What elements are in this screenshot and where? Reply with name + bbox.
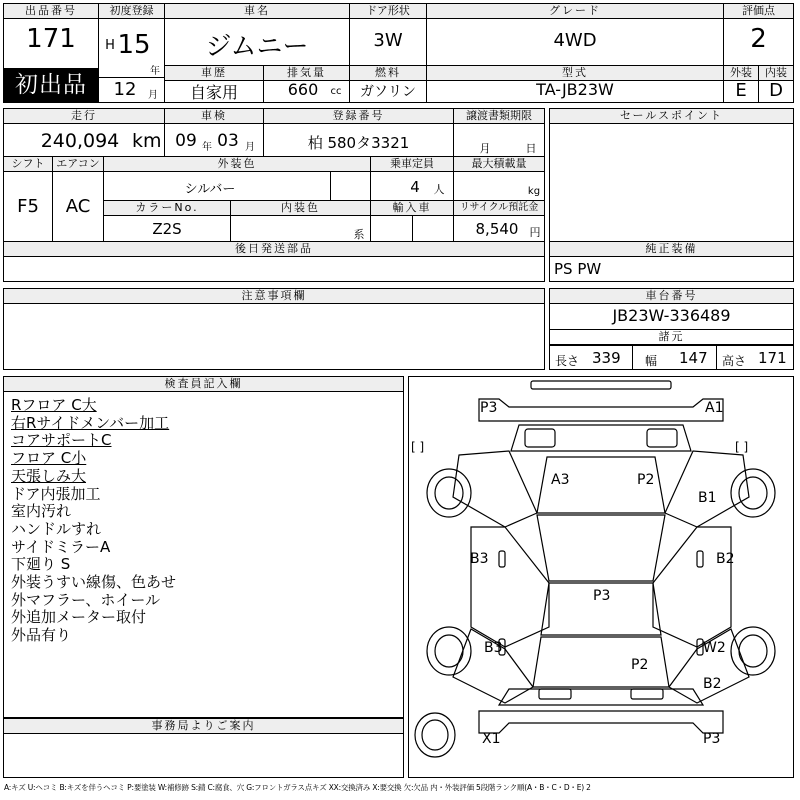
recycle-label: リサイクル預託金 bbox=[454, 201, 544, 216]
lot-no-label: 出品番号 bbox=[4, 4, 98, 19]
score: 2 bbox=[750, 24, 767, 54]
inspector-note: 右Rサイドメンバー加工 bbox=[11, 413, 170, 432]
inspector-note: 外マフラー、ホイール bbox=[11, 590, 161, 609]
transfer-label: 譲渡書類期限 bbox=[454, 109, 544, 124]
left-side-bracket: [ ] bbox=[411, 440, 425, 454]
mileage-unit: km bbox=[132, 130, 162, 152]
length-label: 長さ bbox=[555, 354, 580, 368]
mark-p2-hood: P2 bbox=[637, 472, 655, 488]
capacity: 4 bbox=[410, 178, 420, 196]
inspector-note: 天張しみ大 bbox=[11, 466, 87, 485]
mark-p3-rear-right: P3 bbox=[703, 731, 721, 747]
reg-year-unit: 年 bbox=[150, 66, 160, 77]
right-rear-tire bbox=[731, 627, 775, 675]
car-outline-diagram bbox=[409, 377, 793, 777]
mark-p3-front-left: P3 bbox=[480, 400, 498, 416]
later-parts-label: 後日発送部品 bbox=[4, 242, 544, 257]
first-listing-badge: 初出品 bbox=[4, 68, 98, 102]
right-front-tire bbox=[731, 469, 775, 517]
inspector-note: 室内汚れ bbox=[11, 502, 72, 521]
lot-no: 171 bbox=[26, 24, 76, 54]
genuine-equipment: PS PW bbox=[554, 260, 602, 278]
transfer-month-unit: 月 bbox=[479, 142, 491, 155]
left-headlight bbox=[525, 429, 555, 447]
inspection-month: 03 bbox=[217, 131, 239, 151]
grade-label: グレード bbox=[427, 4, 723, 19]
inspector-note: Rフロア C大 bbox=[11, 396, 97, 414]
ac-label: エアコン bbox=[53, 157, 103, 172]
inspector-note: 下廻り S bbox=[11, 555, 71, 574]
reg-year: 15 bbox=[117, 30, 151, 60]
shift-label: シフト bbox=[4, 157, 52, 172]
reg-month-unit: 月 bbox=[148, 90, 158, 101]
inspection-month-unit: 月 bbox=[245, 142, 255, 153]
left-front-fender bbox=[453, 451, 537, 527]
fuel: ガソリン bbox=[360, 84, 416, 100]
left-door bbox=[471, 527, 549, 647]
car-name-label: 車名 bbox=[165, 4, 349, 19]
right-door bbox=[653, 527, 731, 647]
mark-w2-right-rear: W2 bbox=[703, 640, 726, 656]
width: 147 bbox=[679, 349, 708, 367]
left-rear-tire bbox=[427, 627, 471, 675]
left-front-tire bbox=[427, 469, 471, 517]
mark-p2-rear: P2 bbox=[631, 657, 649, 673]
inspector-note: 外装うすい線傷、色あせ bbox=[11, 573, 177, 591]
sales-point-box bbox=[549, 108, 794, 242]
inspector-note: コアサポートC bbox=[11, 431, 112, 450]
interior-grade: D bbox=[769, 80, 783, 101]
reg-month: 12 bbox=[113, 79, 137, 100]
legend: A:キズ U:ヘコミ B:キズを伴うヘコミ P:要塗装 W:補修跡 S:錆 C:腐食、穴 G:フロントガラス点キズ XX:交換済み X:要交換 欠:欠品 内・外装評価 5段階ランク順(A・B・C・D・E) 2 bbox=[4, 783, 591, 792]
inspector-note: ドア内張加工 bbox=[11, 484, 101, 503]
score-label: 評価点 bbox=[724, 4, 793, 19]
import-label: 輸入車 bbox=[371, 201, 453, 216]
inspector-note: 外追加メーター取付 bbox=[11, 608, 147, 627]
exterior-grade: E bbox=[735, 80, 747, 101]
int-color-unit: 系 bbox=[353, 228, 365, 241]
displacement: 660 bbox=[287, 80, 319, 99]
displacement-unit: cc bbox=[330, 86, 342, 97]
windshield bbox=[537, 515, 665, 581]
inspection-label: 車検 bbox=[165, 109, 263, 124]
capacity-unit: 人 bbox=[433, 183, 445, 196]
tailgate bbox=[499, 689, 703, 705]
inspector-note: サイドミラーA bbox=[11, 537, 111, 556]
door: 3W bbox=[373, 30, 403, 51]
door-label: ドア形状 bbox=[350, 4, 426, 19]
genuine-equipment-label: 純正装備 bbox=[550, 242, 793, 257]
right-headlight bbox=[647, 429, 677, 447]
width-label: 幅 bbox=[645, 354, 658, 368]
fuel-label: 燃料 bbox=[350, 66, 426, 81]
history: 自家用 bbox=[189, 83, 238, 102]
mileage-label: 走行 bbox=[4, 109, 164, 124]
inspection-year: 09 bbox=[175, 131, 197, 151]
inspector-note: フロア C小 bbox=[11, 449, 87, 468]
mark-b1-right-front: B1 bbox=[698, 490, 717, 506]
mileage: 240,094 bbox=[40, 130, 120, 152]
front-bumper-top bbox=[531, 381, 671, 389]
chassis-number: JB23W-336489 bbox=[612, 306, 731, 325]
inspection-year-unit: 年 bbox=[202, 142, 212, 153]
inspector-note: ハンドルすれ bbox=[11, 519, 102, 538]
rear-window bbox=[533, 637, 669, 687]
recycle-unit: 円 bbox=[529, 226, 541, 239]
exterior-label: 外装 bbox=[724, 66, 758, 81]
inspector-note: 外品有り bbox=[11, 626, 72, 645]
ac: AC bbox=[65, 196, 91, 217]
mark-b2-right-front: B2 bbox=[716, 551, 735, 567]
shift: F5 bbox=[17, 196, 39, 217]
ext-color-label: 外装色 bbox=[104, 157, 370, 172]
car-name: ジムニー bbox=[205, 32, 309, 62]
transfer-day-unit: 日 bbox=[525, 142, 537, 155]
history-label: 車歴 bbox=[165, 66, 263, 81]
color-no: Z2S bbox=[152, 220, 182, 238]
right-front-fender bbox=[665, 451, 749, 527]
mark-a3-hood: A3 bbox=[551, 472, 570, 488]
recycle: 8,540 bbox=[475, 220, 519, 238]
mark-a1-front-right: A1 bbox=[705, 400, 724, 416]
int-color-label: 内装色 bbox=[231, 201, 370, 216]
displacement-label: 排気量 bbox=[264, 66, 349, 81]
mark-p3-roof: P3 bbox=[593, 588, 611, 604]
model-label: 型式 bbox=[427, 66, 723, 81]
height-label: 高さ bbox=[722, 354, 747, 368]
interior-label: 内装 bbox=[759, 66, 793, 81]
notes-label: 注意事項欄 bbox=[4, 289, 544, 304]
ext-color: シルバー bbox=[184, 182, 236, 197]
color-no-label: カラーNo. bbox=[104, 201, 230, 216]
model: TA-JB23W bbox=[536, 80, 614, 99]
mark-b3-left-rear: B3 bbox=[484, 640, 503, 656]
dims-label: 諸元 bbox=[550, 330, 793, 345]
office-label: 事務局よりご案内 bbox=[4, 719, 403, 734]
right-side-bracket: [ ] bbox=[735, 440, 749, 454]
rear-bumper bbox=[479, 711, 723, 733]
load-label: 最大積載量 bbox=[454, 157, 544, 172]
vehicle-details-block bbox=[3, 108, 545, 242]
plate: 柏 580タ3321 bbox=[307, 134, 410, 152]
grade: 4WD bbox=[553, 30, 597, 51]
length: 339 bbox=[592, 349, 621, 367]
front-bumper bbox=[479, 399, 723, 421]
plate-label: 登録番号 bbox=[264, 109, 453, 124]
first-reg-label: 初度登録 bbox=[99, 4, 164, 19]
inspector-label: 検査員記入欄 bbox=[4, 377, 403, 392]
chassis-label: 車台番号 bbox=[550, 289, 793, 304]
mark-x1-rear-left: X1 bbox=[482, 731, 501, 747]
era: H bbox=[105, 38, 115, 53]
mark-b3-left-front: B3 bbox=[470, 551, 489, 567]
load-unit: kg bbox=[527, 186, 541, 197]
sales-point-label: セールスポイント bbox=[550, 109, 793, 124]
capacity-label: 乗車定員 bbox=[371, 157, 453, 172]
height: 171 bbox=[758, 349, 787, 367]
mark-b2-right-rear: B2 bbox=[703, 676, 722, 692]
